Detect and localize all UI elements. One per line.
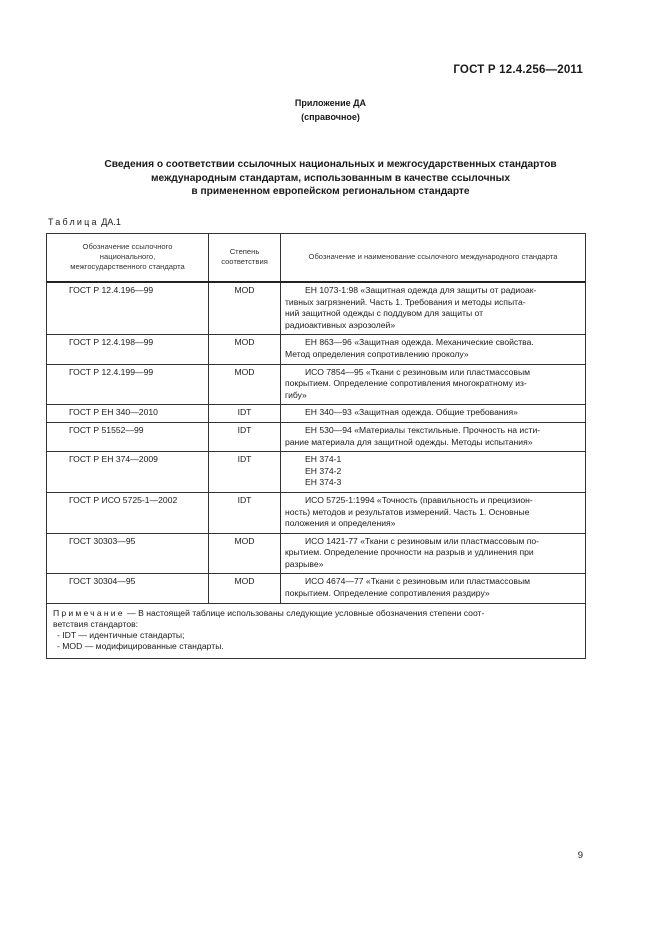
table-row	[47, 492, 586, 533]
annex-subtitle: (справочное)	[301, 112, 360, 122]
table-row	[47, 364, 586, 405]
cell-degree: MOD	[209, 364, 281, 405]
note-item-mod: - MOD — модифицированные стандарты.	[57, 641, 224, 652]
cell-standard: ГОСТ 30304—95	[47, 574, 209, 603]
table-label	[48, 217, 121, 227]
table-row	[47, 405, 586, 423]
cell-standard: ГОСТ Р 12.4.196—99	[47, 282, 209, 335]
cell-degree: IDT	[209, 422, 281, 451]
table-body	[47, 282, 586, 659]
cell-standard: ГОСТ 30303—95	[47, 533, 209, 574]
table-row	[47, 282, 586, 335]
cell-degree: IDT	[209, 405, 281, 423]
cell-standard: ГОСТ Р 12.4.198—99	[47, 335, 209, 364]
table-label-word: Таблица	[48, 217, 99, 227]
cell-degree: MOD	[209, 282, 281, 335]
table-note-row	[47, 603, 586, 659]
note-text: ветствия стандартов:	[53, 618, 139, 629]
note-text: — В настоящей таблице использованы следующие условные обозначения степени соот-	[124, 607, 485, 618]
header-degree: Степень соответствия	[209, 234, 281, 283]
note-item-idt: - IDT — идентичные стандарты;	[57, 630, 185, 641]
cell-international: ЕН 1073-1:98 «Защитная одежда для защиты от радиоак- тивных загрязнений. Часть 1. Требования и методы испыта- ний защитной одежды с поддувом для защиты от радиоактивных аэрозолей»	[281, 282, 586, 335]
cell-standard: ГОСТ Р 12.4.199—99	[47, 364, 209, 405]
cell-degree: MOD	[209, 335, 281, 364]
cell-degree: IDT	[209, 452, 281, 493]
cell-international: ЕН 374-1 ЕН 374-2 ЕН 374-3	[281, 452, 586, 493]
section-title	[40, 158, 621, 199]
cell-international: ЕН 530—94 «Материалы текстильные. Прочность на исти- рание материала для защитной одежды. Методы испытания»	[281, 422, 586, 451]
table-note	[47, 603, 586, 659]
cell-degree: IDT	[209, 492, 281, 533]
header-international-standard: Обозначение и наименование ссылочного международного стандарта	[281, 234, 586, 283]
cell-standard: ГОСТ Р ЕН 374—2009	[47, 452, 209, 493]
annex-title: Приложение ДА	[294, 98, 367, 108]
table-row	[47, 452, 586, 493]
cell-standard: ГОСТ Р ЕН 340—2010	[47, 405, 209, 423]
cell-international: ИСО 7854—95 «Ткани с резиновым или пластмассовым покрытием. Определение сопротивления многократному из- гибу»	[281, 364, 586, 405]
table-header-row	[47, 234, 586, 283]
annex-heading	[0, 96, 661, 124]
cell-international: ИСО 4674—77 «Ткани с резиновым или пластмассовым покрытием. Определение сопротивления раздиру»	[281, 574, 586, 603]
cell-standard: ГОСТ Р ИСО 5725-1—2002	[47, 492, 209, 533]
cell-international: ИСО 1421-77 «Ткани с резиновым или пластмассовым по- крытием. Определение прочности на разрыв и удлинения при разрыве»	[281, 533, 586, 574]
table-label-number: ДА.1	[101, 217, 121, 227]
header-standard-designation: Обозначение ссылочного национального, межгосударственного стандарта	[47, 234, 209, 283]
table-row	[47, 574, 586, 603]
section-title-line: международным стандартам, использованным в качестве ссылочных	[151, 172, 510, 184]
correspondence-table	[46, 233, 586, 659]
cell-international: ИСО 5725-1:1994 «Точность (правильность и прецизион- ность) методов и результатов измерений. Часть 1. Основные положения и определения»	[281, 492, 586, 533]
table-row	[47, 422, 586, 451]
cell-international: ЕН 863—96 «Защитная одежда. Механические свойства. Метод определения сопротивлению проколу»	[281, 335, 586, 364]
cell-international: ЕН 340—93 «Защитная одежда. Общие требования»	[281, 405, 586, 423]
cell-standard: ГОСТ Р 51552—99	[47, 422, 209, 451]
document-code: ГОСТ Р 12.4.256—2011	[453, 64, 583, 76]
section-title-line: Сведения о соответствии ссылочных национальных и межгосударственных стандартов	[104, 159, 557, 170]
note-label: Примечание	[53, 607, 125, 618]
table-row	[47, 533, 586, 574]
section-title-line: в примененном европейском региональном стандарте	[191, 186, 470, 197]
page-number: 9	[577, 850, 583, 861]
cell-degree: MOD	[209, 574, 281, 603]
table-row	[47, 335, 586, 364]
cell-degree: MOD	[209, 533, 281, 574]
